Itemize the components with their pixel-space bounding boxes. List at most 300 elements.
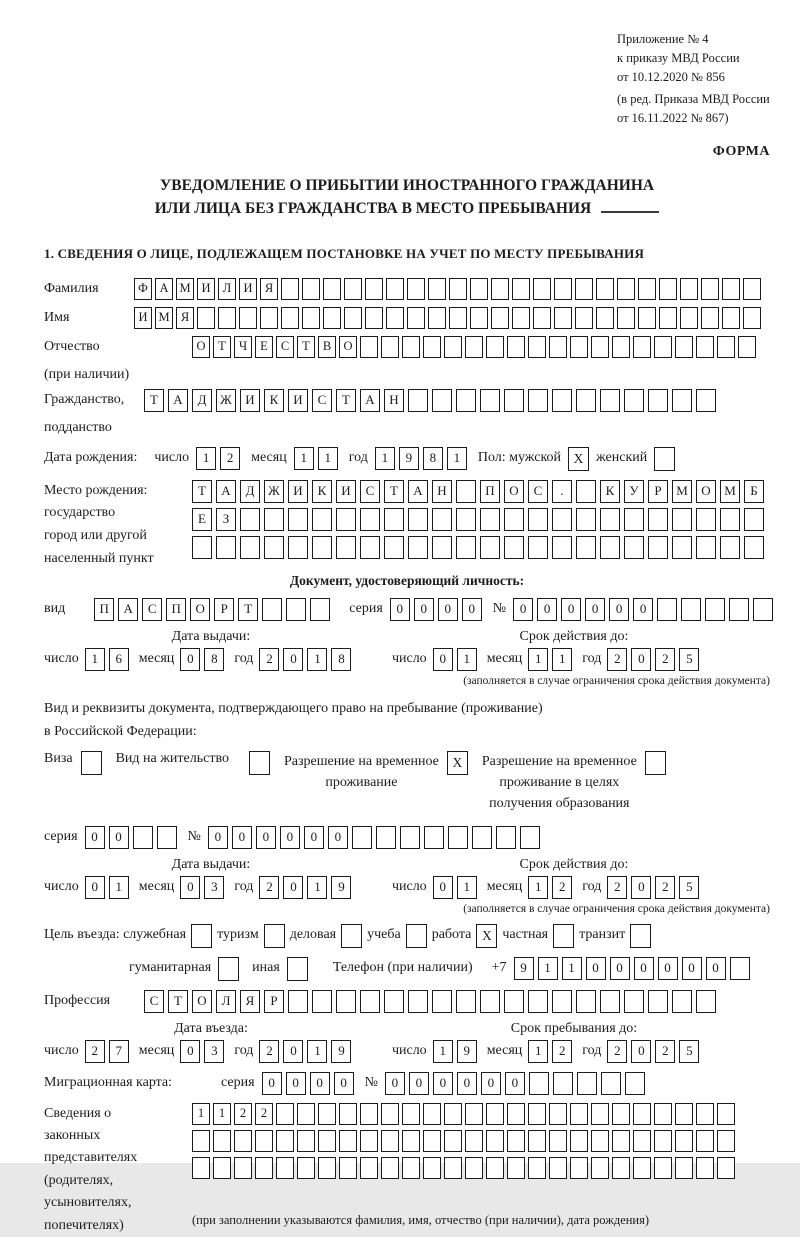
char-box[interactable]: 2 bbox=[85, 1040, 105, 1063]
char-box[interactable] bbox=[302, 278, 320, 300]
char-box[interactable]: Т bbox=[192, 480, 212, 503]
char-box[interactable] bbox=[448, 826, 468, 849]
char-box[interactable]: 0 bbox=[561, 598, 581, 621]
char-box[interactable] bbox=[696, 1157, 714, 1179]
char-box[interactable]: 3 bbox=[204, 1040, 224, 1063]
char-box[interactable] bbox=[281, 278, 299, 300]
char-box[interactable]: Я bbox=[260, 278, 278, 300]
char-box[interactable] bbox=[528, 508, 548, 531]
char-box[interactable]: 0 bbox=[631, 648, 651, 671]
char-box[interactable] bbox=[705, 598, 725, 621]
char-box[interactable]: П bbox=[166, 598, 186, 621]
char-box[interactable]: 0 bbox=[304, 826, 324, 849]
char-box[interactable] bbox=[216, 536, 236, 559]
char-box[interactable] bbox=[336, 990, 356, 1013]
char-box[interactable] bbox=[486, 1157, 504, 1179]
char-box[interactable] bbox=[717, 1130, 735, 1152]
char-box[interactable] bbox=[449, 307, 467, 329]
char-box[interactable]: 3 bbox=[204, 876, 224, 899]
char-box[interactable]: Н bbox=[432, 480, 452, 503]
char-box[interactable]: Л bbox=[216, 990, 236, 1013]
char-box[interactable] bbox=[570, 1130, 588, 1152]
char-box[interactable]: Р bbox=[264, 990, 284, 1013]
char-box[interactable] bbox=[554, 278, 572, 300]
char-box[interactable]: А bbox=[360, 389, 380, 412]
char-box[interactable]: 0 bbox=[286, 1072, 306, 1095]
char-box[interactable] bbox=[680, 307, 698, 329]
char-box[interactable] bbox=[533, 278, 551, 300]
char-box[interactable] bbox=[576, 389, 596, 412]
char-box[interactable]: О bbox=[192, 336, 210, 358]
char-box[interactable] bbox=[570, 1157, 588, 1179]
char-box[interactable] bbox=[480, 508, 500, 531]
char-box[interactable]: 2 bbox=[255, 1103, 273, 1125]
char-box[interactable]: Т bbox=[238, 598, 258, 621]
char-box[interactable]: Ч bbox=[234, 336, 252, 358]
char-box[interactable] bbox=[672, 389, 692, 412]
char-box[interactable] bbox=[648, 990, 668, 1013]
char-box[interactable]: 0 bbox=[633, 598, 653, 621]
char-box[interactable] bbox=[486, 1130, 504, 1152]
char-box[interactable] bbox=[381, 1157, 399, 1179]
char-box[interactable] bbox=[591, 1130, 609, 1152]
char-box[interactable]: 8 bbox=[204, 648, 224, 671]
char-box[interactable] bbox=[465, 1130, 483, 1152]
char-box[interactable] bbox=[520, 826, 540, 849]
char-box[interactable] bbox=[600, 990, 620, 1013]
char-box[interactable] bbox=[465, 336, 483, 358]
char-box[interactable] bbox=[234, 1157, 252, 1179]
char-box[interactable] bbox=[480, 990, 500, 1013]
char-box[interactable] bbox=[659, 278, 677, 300]
char-box[interactable] bbox=[408, 536, 428, 559]
char-box[interactable] bbox=[672, 536, 692, 559]
char-box[interactable]: Т bbox=[144, 389, 164, 412]
char-box[interactable] bbox=[286, 598, 306, 621]
char-box[interactable] bbox=[596, 307, 614, 329]
char-box[interactable] bbox=[336, 508, 356, 531]
char-box[interactable] bbox=[323, 278, 341, 300]
char-box[interactable] bbox=[480, 536, 500, 559]
char-box[interactable] bbox=[675, 1130, 693, 1152]
char-box[interactable]: 0 bbox=[481, 1072, 501, 1095]
char-box[interactable]: 0 bbox=[85, 876, 105, 899]
char-box[interactable]: Н bbox=[384, 389, 404, 412]
char-box[interactable]: Ж bbox=[216, 389, 236, 412]
char-box[interactable] bbox=[553, 1072, 573, 1095]
char-box[interactable] bbox=[625, 1072, 645, 1095]
char-box[interactable] bbox=[717, 336, 735, 358]
char-box[interactable]: 8 bbox=[423, 447, 443, 470]
char-box[interactable]: И bbox=[336, 480, 356, 503]
char-box[interactable] bbox=[738, 336, 756, 358]
char-box[interactable] bbox=[577, 1072, 597, 1095]
char-box[interactable] bbox=[701, 278, 719, 300]
char-box[interactable]: 0 bbox=[85, 826, 105, 849]
char-box[interactable] bbox=[554, 307, 572, 329]
char-box[interactable]: 0 bbox=[256, 826, 276, 849]
char-box[interactable] bbox=[192, 536, 212, 559]
char-box[interactable] bbox=[696, 336, 714, 358]
char-box[interactable]: С bbox=[312, 389, 332, 412]
char-box[interactable]: 0 bbox=[658, 957, 678, 980]
char-box[interactable] bbox=[336, 536, 356, 559]
char-box[interactable]: 0 bbox=[433, 648, 453, 671]
char-box[interactable]: 2 bbox=[607, 1040, 627, 1063]
char-box[interactable] bbox=[717, 1157, 735, 1179]
char-box[interactable] bbox=[496, 826, 516, 849]
char-box[interactable] bbox=[648, 508, 668, 531]
purpose-tourism-checkbox[interactable] bbox=[264, 924, 285, 948]
char-box[interactable] bbox=[576, 508, 596, 531]
char-box[interactable]: М bbox=[720, 480, 740, 503]
char-box[interactable] bbox=[624, 508, 644, 531]
char-box[interactable]: О bbox=[504, 480, 524, 503]
char-box[interactable] bbox=[423, 1130, 441, 1152]
residence-permit-checkbox[interactable] bbox=[249, 751, 270, 775]
char-box[interactable] bbox=[722, 278, 740, 300]
char-box[interactable]: 0 bbox=[609, 598, 629, 621]
char-box[interactable]: 1 bbox=[375, 447, 395, 470]
char-box[interactable]: Т bbox=[297, 336, 315, 358]
char-box[interactable] bbox=[255, 1157, 273, 1179]
char-box[interactable] bbox=[753, 598, 773, 621]
char-box[interactable]: 1 bbox=[457, 876, 477, 899]
char-box[interactable]: Л bbox=[218, 278, 236, 300]
char-box[interactable] bbox=[312, 990, 332, 1013]
char-box[interactable] bbox=[360, 536, 380, 559]
char-box[interactable] bbox=[360, 1157, 378, 1179]
char-box[interactable]: 1 bbox=[528, 648, 548, 671]
char-box[interactable]: Ф bbox=[134, 278, 152, 300]
char-box[interactable]: С bbox=[144, 990, 164, 1013]
char-box[interactable] bbox=[696, 508, 716, 531]
char-box[interactable]: 1 bbox=[213, 1103, 231, 1125]
char-box[interactable]: О bbox=[190, 598, 210, 621]
char-box[interactable] bbox=[360, 1103, 378, 1125]
char-box[interactable] bbox=[465, 1157, 483, 1179]
char-box[interactable] bbox=[444, 1103, 462, 1125]
char-box[interactable] bbox=[133, 826, 153, 849]
char-box[interactable] bbox=[472, 826, 492, 849]
char-box[interactable]: 9 bbox=[399, 447, 419, 470]
char-box[interactable]: О bbox=[192, 990, 212, 1013]
char-box[interactable]: Б bbox=[744, 480, 764, 503]
char-box[interactable] bbox=[657, 598, 677, 621]
char-box[interactable]: 0 bbox=[328, 826, 348, 849]
char-box[interactable] bbox=[262, 598, 282, 621]
char-box[interactable]: Е bbox=[192, 508, 212, 531]
char-box[interactable]: 1 bbox=[528, 1040, 548, 1063]
char-box[interactable] bbox=[612, 336, 630, 358]
char-box[interactable] bbox=[281, 307, 299, 329]
char-box[interactable] bbox=[528, 336, 546, 358]
char-box[interactable] bbox=[408, 389, 428, 412]
char-box[interactable] bbox=[528, 1130, 546, 1152]
char-box[interactable] bbox=[218, 307, 236, 329]
char-box[interactable]: П bbox=[480, 480, 500, 503]
char-box[interactable] bbox=[456, 536, 476, 559]
purpose-humanitarian-checkbox[interactable] bbox=[218, 957, 239, 981]
char-box[interactable] bbox=[260, 307, 278, 329]
char-box[interactable]: Т bbox=[213, 336, 231, 358]
char-box[interactable]: О bbox=[696, 480, 716, 503]
char-box[interactable] bbox=[423, 336, 441, 358]
char-box[interactable] bbox=[675, 1103, 693, 1125]
char-box[interactable] bbox=[654, 1130, 672, 1152]
char-box[interactable] bbox=[323, 307, 341, 329]
char-box[interactable] bbox=[528, 1157, 546, 1179]
char-box[interactable] bbox=[400, 826, 420, 849]
char-box[interactable] bbox=[381, 1103, 399, 1125]
char-box[interactable]: 9 bbox=[331, 1040, 351, 1063]
char-box[interactable] bbox=[456, 508, 476, 531]
char-box[interactable] bbox=[276, 1130, 294, 1152]
char-box[interactable] bbox=[600, 389, 620, 412]
char-box[interactable]: 1 bbox=[528, 876, 548, 899]
char-box[interactable] bbox=[672, 508, 692, 531]
char-box[interactable]: 0 bbox=[462, 598, 482, 621]
char-box[interactable] bbox=[310, 598, 330, 621]
char-box[interactable] bbox=[360, 508, 380, 531]
char-box[interactable] bbox=[423, 1103, 441, 1125]
char-box[interactable]: С bbox=[276, 336, 294, 358]
char-box[interactable]: З bbox=[216, 508, 236, 531]
char-box[interactable] bbox=[386, 278, 404, 300]
char-box[interactable]: 9 bbox=[457, 1040, 477, 1063]
char-box[interactable] bbox=[729, 598, 749, 621]
char-box[interactable] bbox=[680, 278, 698, 300]
char-box[interactable]: 0 bbox=[414, 598, 434, 621]
char-box[interactable]: 2 bbox=[259, 1040, 279, 1063]
char-box[interactable]: 1 bbox=[447, 447, 467, 470]
char-box[interactable] bbox=[276, 1157, 294, 1179]
char-box[interactable] bbox=[456, 990, 476, 1013]
char-box[interactable]: 9 bbox=[514, 957, 534, 980]
char-box[interactable] bbox=[638, 307, 656, 329]
char-box[interactable]: 0 bbox=[631, 1040, 651, 1063]
char-box[interactable]: 2 bbox=[220, 447, 240, 470]
char-box[interactable]: 0 bbox=[283, 1040, 303, 1063]
char-box[interactable] bbox=[255, 1130, 273, 1152]
char-box[interactable] bbox=[696, 990, 716, 1013]
char-box[interactable]: 0 bbox=[409, 1072, 429, 1095]
char-box[interactable] bbox=[339, 1103, 357, 1125]
char-box[interactable] bbox=[344, 278, 362, 300]
char-box[interactable]: . bbox=[552, 480, 572, 503]
char-box[interactable] bbox=[318, 1103, 336, 1125]
char-box[interactable] bbox=[444, 1157, 462, 1179]
char-box[interactable] bbox=[432, 990, 452, 1013]
char-box[interactable]: А bbox=[168, 389, 188, 412]
char-box[interactable] bbox=[591, 336, 609, 358]
char-box[interactable] bbox=[240, 536, 260, 559]
char-box[interactable] bbox=[591, 1157, 609, 1179]
char-box[interactable] bbox=[576, 990, 596, 1013]
char-box[interactable] bbox=[470, 278, 488, 300]
char-box[interactable] bbox=[213, 1157, 231, 1179]
char-box[interactable]: К bbox=[264, 389, 284, 412]
char-box[interactable] bbox=[444, 336, 462, 358]
char-box[interactable]: 0 bbox=[180, 876, 200, 899]
char-box[interactable]: 0 bbox=[631, 876, 651, 899]
char-box[interactable]: К bbox=[312, 480, 332, 503]
char-box[interactable] bbox=[384, 508, 404, 531]
char-box[interactable] bbox=[600, 508, 620, 531]
char-box[interactable]: 2 bbox=[607, 648, 627, 671]
char-box[interactable]: 0 bbox=[457, 1072, 477, 1095]
char-box[interactable]: 0 bbox=[385, 1072, 405, 1095]
char-box[interactable] bbox=[575, 307, 593, 329]
char-box[interactable] bbox=[465, 1103, 483, 1125]
char-box[interactable]: 1 bbox=[538, 957, 558, 980]
char-box[interactable] bbox=[743, 307, 761, 329]
char-box[interactable]: Е bbox=[255, 336, 273, 358]
char-box[interactable]: А bbox=[118, 598, 138, 621]
char-box[interactable] bbox=[360, 336, 378, 358]
char-box[interactable]: С bbox=[528, 480, 548, 503]
char-box[interactable]: 1 bbox=[433, 1040, 453, 1063]
char-box[interactable] bbox=[701, 307, 719, 329]
char-box[interactable] bbox=[470, 307, 488, 329]
char-box[interactable] bbox=[549, 336, 567, 358]
char-box[interactable] bbox=[288, 990, 308, 1013]
char-box[interactable] bbox=[486, 1103, 504, 1125]
char-box[interactable] bbox=[744, 508, 764, 531]
char-box[interactable] bbox=[696, 1103, 714, 1125]
char-box[interactable] bbox=[384, 990, 404, 1013]
char-box[interactable] bbox=[633, 1157, 651, 1179]
char-box[interactable]: 1 bbox=[457, 648, 477, 671]
char-box[interactable] bbox=[402, 336, 420, 358]
char-box[interactable] bbox=[743, 278, 761, 300]
char-box[interactable] bbox=[730, 957, 750, 980]
char-box[interactable] bbox=[264, 536, 284, 559]
char-box[interactable] bbox=[381, 1130, 399, 1152]
char-box[interactable] bbox=[717, 1103, 735, 1125]
char-box[interactable] bbox=[504, 389, 524, 412]
char-box[interactable]: 2 bbox=[655, 876, 675, 899]
char-box[interactable] bbox=[575, 278, 593, 300]
char-box[interactable]: И bbox=[134, 307, 152, 329]
char-box[interactable] bbox=[633, 1130, 651, 1152]
char-box[interactable]: 1 bbox=[109, 876, 129, 899]
char-box[interactable] bbox=[648, 536, 668, 559]
char-box[interactable]: 0 bbox=[334, 1072, 354, 1095]
char-box[interactable]: 0 bbox=[433, 1072, 453, 1095]
char-box[interactable]: Р bbox=[648, 480, 668, 503]
char-box[interactable] bbox=[402, 1103, 420, 1125]
char-box[interactable]: 1 bbox=[307, 876, 327, 899]
char-box[interactable] bbox=[549, 1157, 567, 1179]
char-box[interactable]: 0 bbox=[586, 957, 606, 980]
char-box[interactable] bbox=[432, 389, 452, 412]
char-box[interactable] bbox=[504, 990, 524, 1013]
char-box[interactable]: 5 bbox=[679, 1040, 699, 1063]
char-box[interactable] bbox=[528, 990, 548, 1013]
char-box[interactable]: Я bbox=[240, 990, 260, 1013]
char-box[interactable] bbox=[376, 826, 396, 849]
char-box[interactable] bbox=[552, 536, 572, 559]
char-box[interactable] bbox=[339, 1130, 357, 1152]
char-box[interactable]: П bbox=[94, 598, 114, 621]
char-box[interactable] bbox=[504, 536, 524, 559]
char-box[interactable]: 8 bbox=[331, 648, 351, 671]
char-box[interactable] bbox=[696, 389, 716, 412]
char-box[interactable] bbox=[681, 598, 701, 621]
char-box[interactable] bbox=[276, 1103, 294, 1125]
char-box[interactable] bbox=[318, 1130, 336, 1152]
char-box[interactable] bbox=[675, 1157, 693, 1179]
char-box[interactable] bbox=[576, 480, 596, 503]
char-box[interactable]: 0 bbox=[310, 1072, 330, 1095]
char-box[interactable]: 2 bbox=[234, 1103, 252, 1125]
char-box[interactable]: 0 bbox=[208, 826, 228, 849]
char-box[interactable] bbox=[617, 278, 635, 300]
char-box[interactable] bbox=[352, 826, 372, 849]
char-box[interactable] bbox=[157, 826, 177, 849]
char-box[interactable]: 0 bbox=[232, 826, 252, 849]
char-box[interactable] bbox=[659, 307, 677, 329]
char-box[interactable] bbox=[654, 1157, 672, 1179]
char-box[interactable] bbox=[312, 508, 332, 531]
char-box[interactable] bbox=[480, 389, 500, 412]
char-box[interactable]: И bbox=[239, 278, 257, 300]
char-box[interactable] bbox=[612, 1130, 630, 1152]
char-box[interactable] bbox=[213, 1130, 231, 1152]
char-box[interactable]: 0 bbox=[283, 876, 303, 899]
char-box[interactable]: А bbox=[155, 278, 173, 300]
char-box[interactable] bbox=[638, 278, 656, 300]
char-box[interactable]: Т bbox=[384, 480, 404, 503]
char-box[interactable] bbox=[384, 536, 404, 559]
char-box[interactable]: 2 bbox=[655, 648, 675, 671]
char-box[interactable] bbox=[549, 1103, 567, 1125]
char-box[interactable]: 0 bbox=[610, 957, 630, 980]
char-box[interactable] bbox=[486, 336, 504, 358]
char-box[interactable] bbox=[344, 307, 362, 329]
char-box[interactable]: И bbox=[197, 278, 215, 300]
purpose-work-checkbox[interactable]: X bbox=[476, 924, 497, 948]
char-box[interactable]: Т bbox=[168, 990, 188, 1013]
char-box[interactable] bbox=[601, 1072, 621, 1095]
char-box[interactable] bbox=[192, 1130, 210, 1152]
char-box[interactable] bbox=[722, 307, 740, 329]
char-box[interactable] bbox=[456, 480, 476, 503]
char-box[interactable]: 0 bbox=[180, 648, 200, 671]
char-box[interactable] bbox=[596, 278, 614, 300]
char-box[interactable] bbox=[529, 1072, 549, 1095]
char-box[interactable]: 1 bbox=[552, 648, 572, 671]
char-box[interactable] bbox=[633, 1103, 651, 1125]
char-box[interactable]: 0 bbox=[180, 1040, 200, 1063]
char-box[interactable] bbox=[576, 536, 596, 559]
char-box[interactable]: 1 bbox=[294, 447, 314, 470]
char-box[interactable] bbox=[297, 1103, 315, 1125]
char-box[interactable]: 0 bbox=[706, 957, 726, 980]
purpose-business-checkbox[interactable] bbox=[341, 924, 362, 948]
char-box[interactable] bbox=[552, 508, 572, 531]
char-box[interactable]: 0 bbox=[438, 598, 458, 621]
char-box[interactable] bbox=[624, 536, 644, 559]
char-box[interactable]: Р bbox=[214, 598, 234, 621]
char-box[interactable]: 2 bbox=[655, 1040, 675, 1063]
char-box[interactable] bbox=[696, 1130, 714, 1152]
temp-residence-checkbox[interactable]: X bbox=[447, 751, 468, 775]
char-box[interactable] bbox=[624, 389, 644, 412]
char-box[interactable]: 0 bbox=[682, 957, 702, 980]
char-box[interactable]: В bbox=[318, 336, 336, 358]
